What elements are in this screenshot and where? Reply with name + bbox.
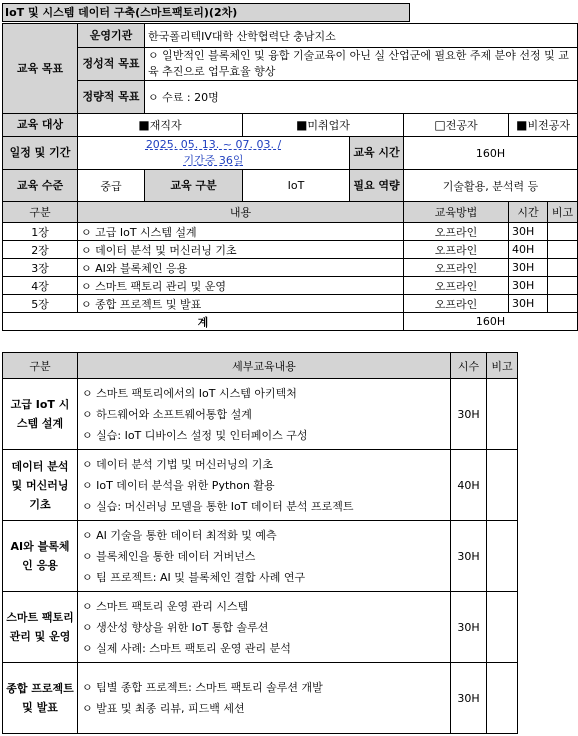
course-header-content: 내용	[78, 202, 404, 223]
course-hours: 40H	[509, 241, 548, 259]
table-row	[3, 295, 578, 313]
detail-header-note: 비고	[487, 353, 518, 379]
target-option-text: 전공자	[445, 119, 478, 132]
table-row	[3, 277, 578, 295]
course-method: 오프라인	[404, 259, 509, 277]
detail-hours: 30H	[451, 592, 487, 663]
course-overview-table	[2, 23, 578, 331]
table-row	[3, 259, 578, 277]
course-hours: 30H	[509, 295, 548, 313]
course-note	[548, 241, 578, 259]
qual-goal-label: 정성적 목표	[78, 48, 145, 81]
checkbox-checked-icon: ■	[138, 118, 150, 132]
list-item: ㅇ 실습: 머신러닝 모델을 통한 IoT 데이터 분석 프로젝트	[82, 499, 354, 513]
schedule-label: 일정 및 기간	[3, 137, 78, 170]
course-header-note: 비고	[548, 202, 578, 223]
checkbox-checked-icon: ■	[296, 118, 308, 132]
course-hours: 30H	[509, 277, 548, 295]
schedule-dates: 2025. 05. 13. ~ 07. 03. /	[145, 138, 282, 151]
course-method: 오프라인	[404, 277, 509, 295]
table-row	[3, 663, 518, 734]
schedule-value	[78, 137, 350, 170]
course-method: 오프라인	[404, 295, 509, 313]
list-item: ㅇ IoT 데이터 분석을 위한 Python 활용	[82, 478, 275, 492]
level-value: 중급	[78, 170, 145, 202]
list-item: ㅇ 실제 사례: 스마트 팩토리 운영 관리 분석	[82, 641, 291, 655]
total-value: 160H	[404, 313, 578, 331]
list-item: ㅇ 블록체인을 통한 데이터 거버넌스	[82, 549, 256, 563]
list-item: ㅇ 데이터 분석 기법 및 머신러닝의 기초	[82, 457, 273, 471]
course-method: 오프라인	[404, 241, 509, 259]
detail-note	[487, 450, 518, 521]
course-no: 5장	[3, 295, 78, 313]
list-item: ㅇ 발표 및 최종 리뷰, 피드백 세션	[82, 702, 245, 715]
detail-hours: 30H	[451, 521, 487, 592]
detail-hours: 30H	[451, 379, 487, 450]
course-note	[548, 277, 578, 295]
competency-value: 기술활용, 분석력 등	[404, 170, 578, 202]
detail-hours: 30H	[451, 663, 487, 734]
detail-section-name: 종합 프로젝트 및 발표	[3, 663, 78, 734]
detail-note	[487, 379, 518, 450]
hours-label: 교육 시간	[350, 137, 404, 170]
checkbox-empty-icon: □	[434, 118, 446, 132]
schedule-duration: 기간중 36일	[183, 154, 244, 167]
course-content: ㅇ 고급 IoT 시스템 설계	[78, 223, 404, 241]
course-no: 4장	[3, 277, 78, 295]
course-no: 3장	[3, 259, 78, 277]
list-item: ㅇ 실습: IoT 디바이스 설정 및 인터페이스 구성	[82, 428, 308, 442]
target-option-1	[78, 114, 243, 137]
hours-value: 160H	[404, 137, 578, 170]
target-option-2	[243, 114, 404, 137]
document-title: IoT 및 시스템 데이터 구축(스마트팩토리)(2차)	[2, 3, 410, 22]
detail-section-name: AI와 블록체인 응용	[3, 521, 78, 592]
list-item: ㅇ 팀 프로젝트: AI 및 블록체인 결합 사례 연구	[82, 570, 306, 584]
org-value: 한국폴리텍IV대학 산학협력단 충남지소	[145, 24, 578, 48]
target-label: 교육 대상	[3, 114, 78, 137]
course-content: ㅇ 데이터 분석 및 머신러닝 기초	[78, 241, 404, 259]
target-option-text: 재직자	[149, 119, 182, 132]
course-hours: 30H	[509, 223, 548, 241]
table-row	[3, 521, 518, 592]
course-header-section: 구분	[3, 202, 78, 223]
target-option-4	[509, 114, 578, 137]
competency-label: 필요 역량	[350, 170, 404, 202]
goal-label: 교육 목표	[3, 24, 78, 114]
target-option-3	[404, 114, 509, 137]
list-item: ㅇ 팀별 종합 프로젝트: 스마트 팩토리 솔루션 개발	[82, 681, 323, 694]
course-header-hours: 시간	[509, 202, 548, 223]
detail-note	[487, 663, 518, 734]
list-item: ㅇ 스마트 팩토리에서의 IoT 시스템 아키텍처	[82, 386, 297, 400]
list-item: ㅇ 스마트 팩토리 운영 관리 시스템	[82, 599, 249, 613]
course-note	[548, 223, 578, 241]
course-no: 2장	[3, 241, 78, 259]
table-row	[3, 241, 578, 259]
total-label: 계	[3, 313, 404, 331]
detail-note	[487, 592, 518, 663]
category-label: 교육 구분	[145, 170, 243, 202]
table-row	[3, 592, 518, 663]
detail-section-name: 스마트 팩토리 관리 및 운영	[3, 592, 78, 663]
course-content: ㅇ 스마트 팩토리 관리 및 운영	[78, 277, 404, 295]
list-item: ㅇ AI 기술을 통한 데이터 최적화 및 예측	[82, 528, 277, 542]
detail-table	[2, 352, 518, 734]
quant-goal-label: 정량적 목표	[78, 81, 145, 114]
detail-items	[78, 521, 451, 592]
course-header-method: 교육방법	[404, 202, 509, 223]
course-note	[548, 295, 578, 313]
level-label: 교육 수준	[3, 170, 78, 202]
course-hours: 30H	[509, 259, 548, 277]
course-content: ㅇ AI와 블록체인 응용	[78, 259, 404, 277]
detail-hours: 40H	[451, 450, 487, 521]
list-item: ㅇ 하드웨어와 소프트웨어통합 설계	[82, 407, 252, 421]
course-method: 오프라인	[404, 223, 509, 241]
detail-header-hours: 시수	[451, 353, 487, 379]
detail-header-section: 구분	[3, 353, 78, 379]
detail-section-name: 고급 IoT 시스템 설계	[3, 379, 78, 450]
total-row	[3, 313, 578, 331]
list-item: ㅇ 생산성 향상을 위한 IoT 통합 솔루션	[82, 620, 269, 634]
table-row	[3, 379, 518, 450]
detail-items	[78, 379, 451, 450]
table-row	[3, 450, 518, 521]
detail-section-name: 데이터 분석 및 머신러닝 기초	[3, 450, 78, 521]
table-row	[3, 223, 578, 241]
qual-goal-value: ㅇ 일반적인 블록체인 및 융합 기술교육이 아닌 실 산업군에 필요한 주제 분야 선정 및 교육 추진으로 업무효율 향상	[145, 48, 578, 81]
detail-note	[487, 521, 518, 592]
category-value: IoT	[243, 170, 350, 202]
checkbox-checked-icon: ■	[516, 118, 528, 132]
target-option-text: 미취업자	[307, 119, 350, 132]
quant-goal-value: ㅇ 수료 : 20명	[145, 81, 578, 114]
detail-items	[78, 663, 451, 734]
course-no: 1장	[3, 223, 78, 241]
detail-items	[78, 592, 451, 663]
detail-items	[78, 450, 451, 521]
detail-header-content: 세부교육내용	[78, 353, 451, 379]
target-option-text: 비전공자	[527, 119, 570, 132]
course-note	[548, 259, 578, 277]
course-content: ㅇ 종합 프로젝트 및 발표	[78, 295, 404, 313]
org-label: 운영기관	[78, 24, 145, 48]
